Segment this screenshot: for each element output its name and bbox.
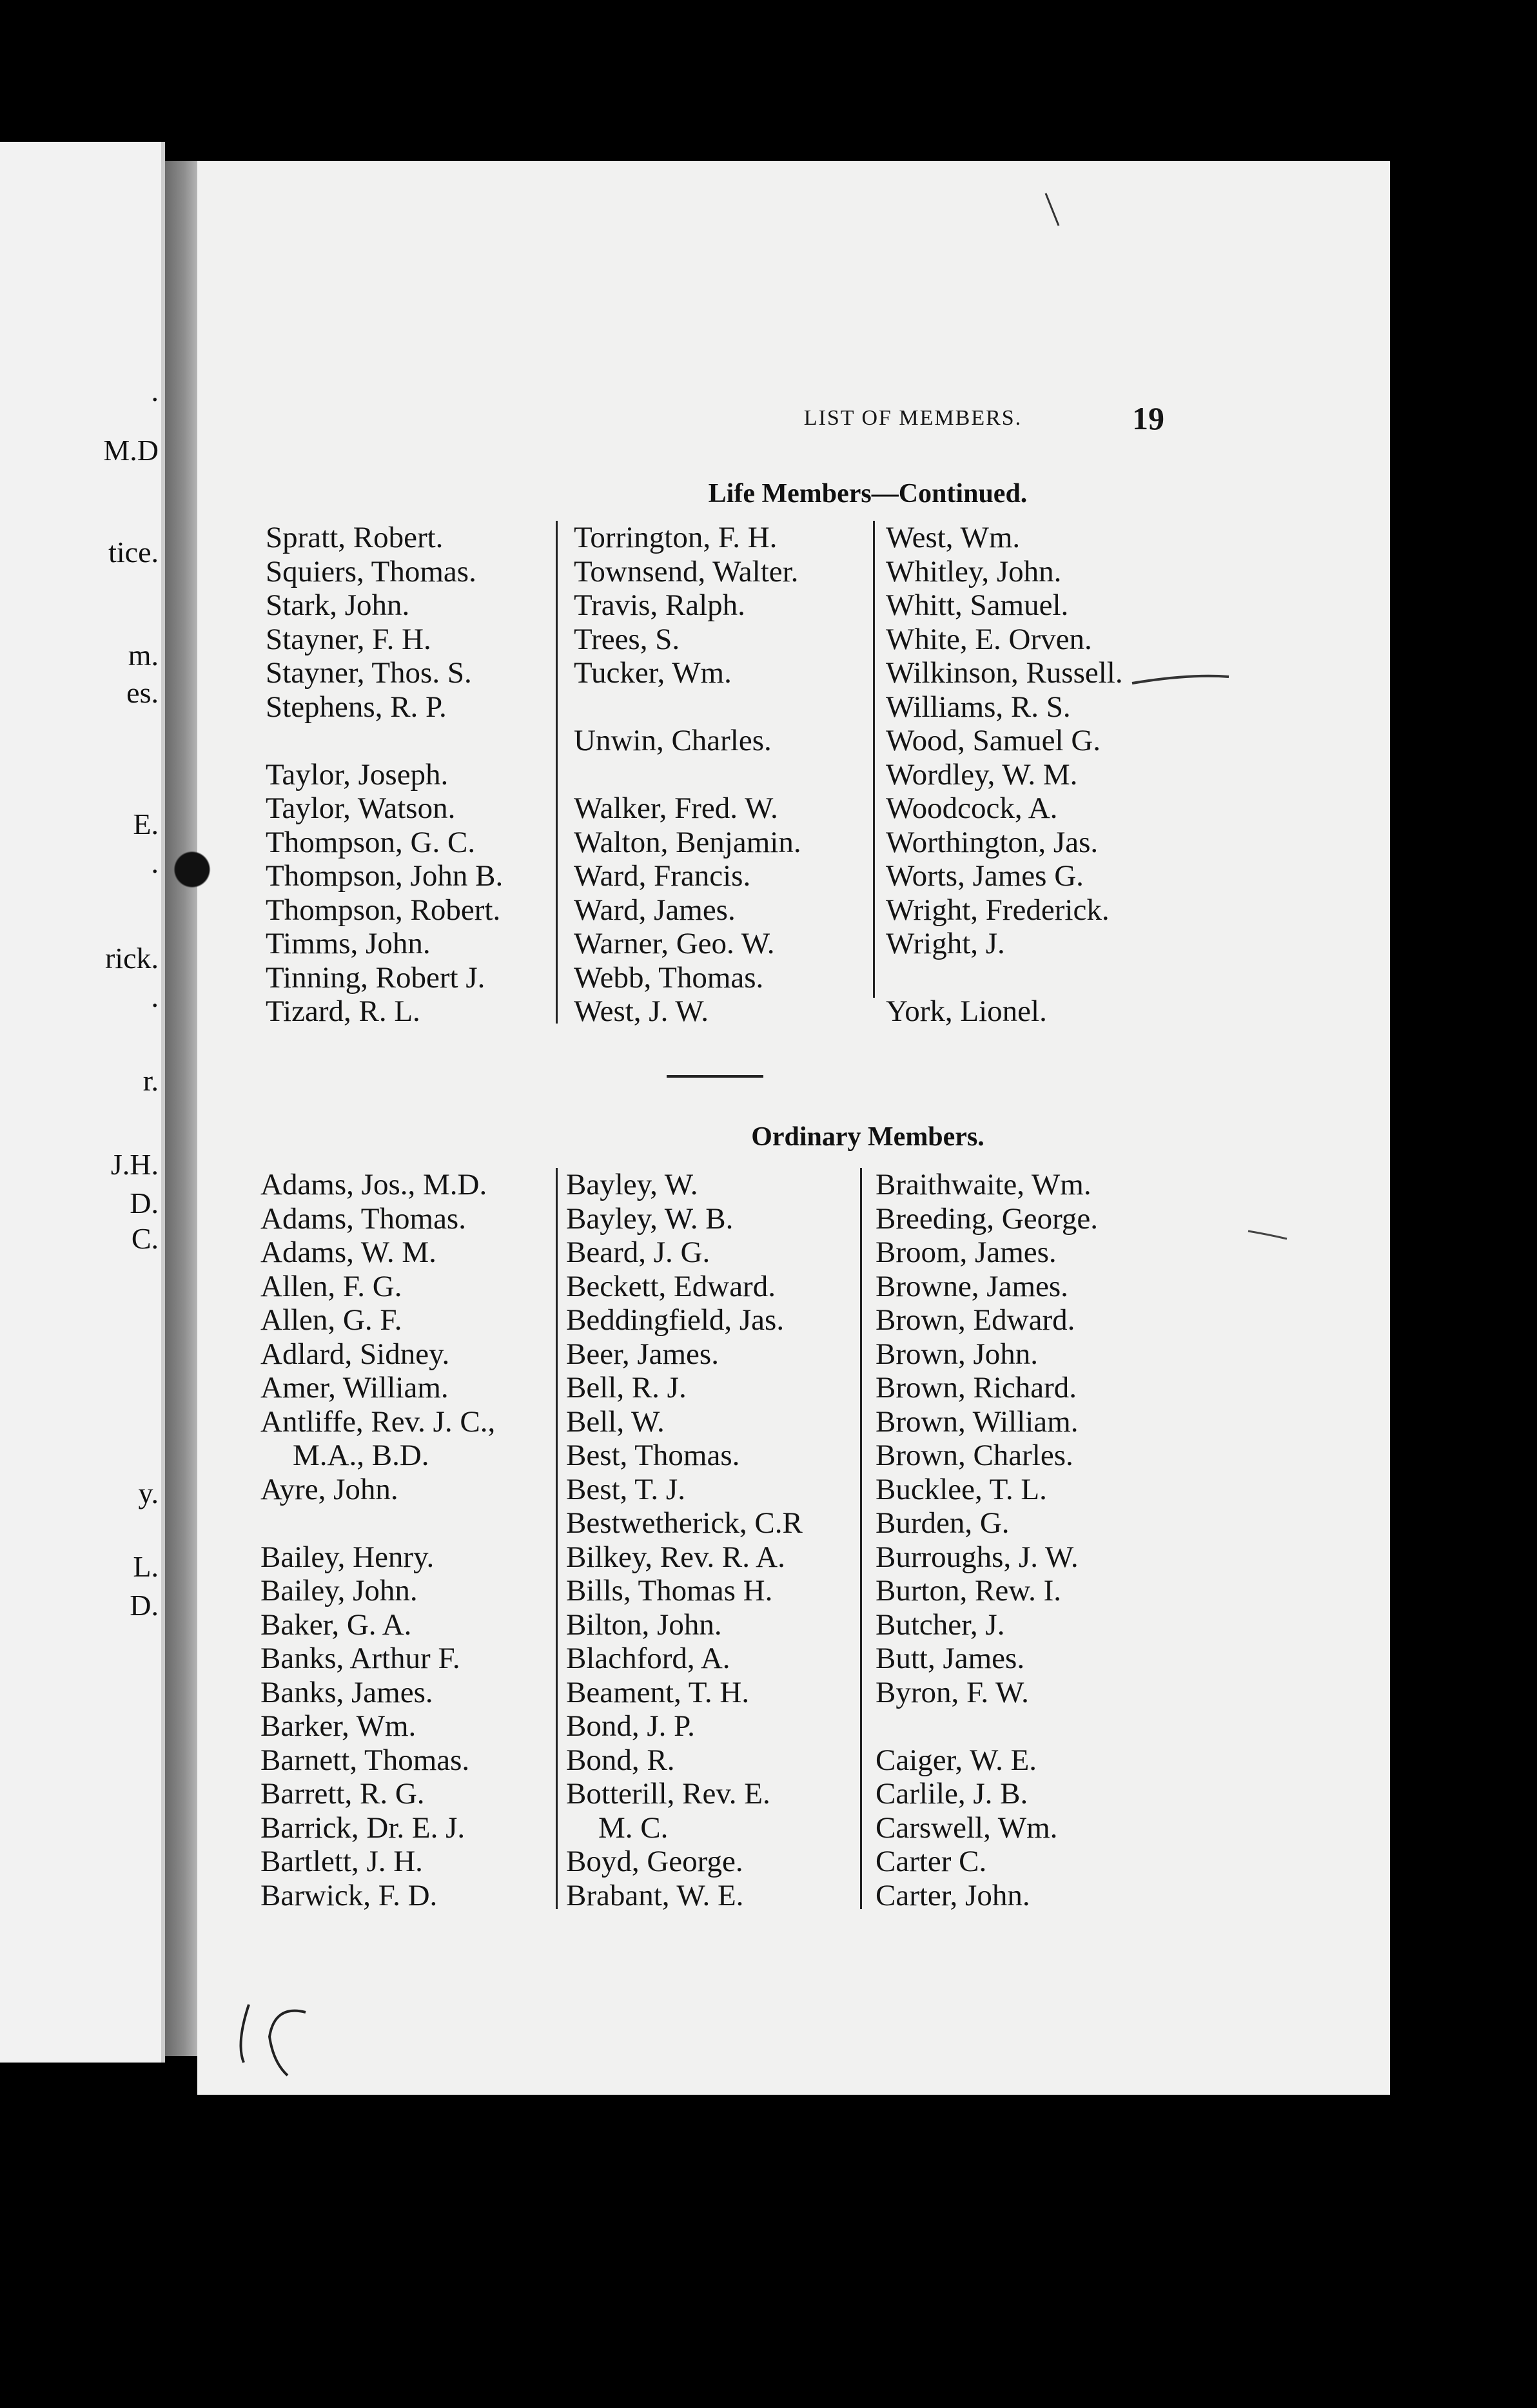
facing-page-fragment: .	[151, 374, 159, 407]
member-name: M. C.	[598, 1811, 669, 1845]
facing-page-fragment: rick.	[104, 942, 159, 975]
ordinary-members-heading: Ordinary Members.	[751, 1122, 984, 1152]
member-name: Bayley, W. B.	[566, 1201, 734, 1236]
document-page	[197, 161, 1390, 2095]
member-name: Bond, R.	[566, 1743, 675, 1777]
member-name: Travis, Ralph.	[574, 588, 745, 622]
member-name: Worts, James G.	[886, 859, 1084, 893]
member-name: Blachford, A.	[566, 1642, 730, 1675]
member-name: Torrington, F. H.	[574, 521, 778, 554]
member-name: Botterill, Rev. E.	[566, 1777, 770, 1811]
member-name: Thompson, Robert.	[266, 893, 501, 927]
member-name: Beddingfield, Jas.	[566, 1303, 785, 1337]
member-name: Burden, G.	[876, 1506, 1010, 1540]
member-name: Stayner, Thos. S.	[266, 656, 472, 690]
member-name: Carter, John.	[876, 1878, 1030, 1912]
member-name: Wright, J.	[886, 927, 1005, 960]
member-name: Caiger, W. E.	[876, 1743, 1037, 1777]
facing-page-fragment: C.	[131, 1222, 159, 1255]
member-name: Wood, Samuel G.	[886, 724, 1101, 757]
member-name: Brown, John.	[876, 1337, 1038, 1371]
member-name: Best, T. J.	[566, 1472, 685, 1506]
member-name: Barker, Wm.	[260, 1709, 416, 1743]
member-name: Unwin, Charles.	[574, 724, 772, 757]
left-facing-page	[0, 142, 165, 2063]
member-name: Bell, W.	[566, 1404, 665, 1439]
member-name: Beckett, Edward.	[566, 1269, 776, 1303]
facing-page-fragment: D.	[130, 1187, 159, 1219]
member-name: Allen, G. F.	[260, 1303, 402, 1337]
member-name: Bailey, John.	[260, 1574, 418, 1607]
facing-page-fragment: L.	[133, 1550, 159, 1583]
facing-page-fragment: E.	[133, 808, 159, 840]
member-name: Adams, Jos., M.D.	[260, 1168, 487, 1201]
member-name: Stephens, R. P.	[266, 690, 447, 724]
member-name: Ayre, John.	[260, 1472, 398, 1506]
member-name: Baker, G. A.	[260, 1607, 412, 1642]
member-name: Bailey, Henry.	[260, 1540, 435, 1574]
member-name: Worthington, Jas.	[886, 825, 1099, 859]
member-name: Webb, Thomas.	[574, 960, 764, 995]
member-name: White, E. Orven.	[886, 622, 1092, 656]
member-name: Antliffe, Rev. J. C.,	[260, 1404, 496, 1439]
member-name: Banks, Arthur F.	[260, 1642, 460, 1675]
member-name: Banks, James.	[260, 1675, 433, 1709]
member-name: Trees, S.	[574, 622, 680, 656]
member-name: Ward, James.	[574, 893, 736, 927]
member-name: Tucker, Wm.	[574, 656, 732, 690]
member-name: West, J. W.	[574, 995, 709, 1028]
member-name: West, Wm.	[886, 521, 1021, 554]
member-name: Byron, F. W.	[876, 1675, 1029, 1709]
member-name: Wordley, W. M.	[886, 757, 1078, 791]
member-name: M.A., B.D.	[293, 1439, 429, 1472]
member-name: Walker, Fred. W.	[574, 791, 778, 825]
member-name: Brabant, W. E.	[566, 1878, 744, 1912]
member-name: Brown, William.	[876, 1404, 1079, 1439]
member-name: Woodcock, A.	[886, 791, 1058, 825]
member-name: Taylor, Joseph.	[266, 757, 449, 791]
member-name: Spratt, Robert.	[266, 521, 444, 554]
member-name: Stark, John.	[266, 588, 410, 622]
facing-page-fragment: y.	[138, 1477, 159, 1510]
member-name: Williams, R. S.	[886, 690, 1071, 724]
member-name: Barnett, Thomas.	[260, 1743, 470, 1777]
facing-page-fragment: es.	[126, 676, 159, 709]
member-name: Allen, F. G.	[260, 1269, 402, 1303]
member-name: Taylor, Watson.	[266, 791, 456, 825]
member-name: York, Lionel.	[886, 995, 1047, 1028]
member-name: Butcher, J.	[876, 1607, 1005, 1642]
member-name: Tinning, Robert J.	[266, 960, 485, 995]
member-name: Butt, James.	[876, 1642, 1025, 1675]
facing-page-fragment: tice.	[108, 536, 159, 568]
member-name: Bestwetherick, C.R	[566, 1506, 803, 1540]
member-name: Bucklee, T. L.	[876, 1472, 1047, 1506]
pencil-marks	[197, 161, 1390, 2095]
member-name: Boyd, George.	[566, 1845, 743, 1878]
member-name: Bills, Thomas H.	[566, 1574, 773, 1607]
life-members-heading: Life Members—Continued.	[708, 479, 1028, 509]
member-name: Thompson, John B.	[266, 859, 504, 893]
member-name: Browne, James.	[876, 1269, 1068, 1303]
member-name: Thompson, G. C.	[266, 825, 476, 859]
member-name: Bond, J. P.	[566, 1709, 695, 1743]
facing-page-fragment: M.D	[103, 434, 159, 467]
member-name: Brown, Richard.	[876, 1371, 1077, 1404]
member-name: Bayley, W.	[566, 1168, 698, 1201]
member-name: Adams, W. M.	[260, 1236, 436, 1269]
member-name: Whitt, Samuel.	[886, 588, 1069, 622]
member-name: Bell, R. J.	[566, 1371, 687, 1404]
member-name: Best, Thomas.	[566, 1439, 740, 1472]
book-gutter	[165, 161, 197, 2056]
member-name: Ward, Francis.	[574, 859, 751, 893]
member-name: Beer, James.	[566, 1337, 719, 1371]
member-name: Carswell, Wm.	[876, 1811, 1058, 1845]
facing-page-fragment: .	[151, 846, 159, 879]
member-name: Braithwaite, Wm.	[876, 1168, 1092, 1201]
running-title: LIST OF MEMBERS.	[803, 406, 1023, 430]
member-name: Amer, William.	[260, 1371, 449, 1404]
member-name: Brown, Edward.	[876, 1303, 1075, 1337]
member-name: Bilton, John.	[566, 1607, 722, 1642]
member-name: Wilkinson, Russell.	[886, 656, 1123, 690]
member-name: Carter C.	[876, 1845, 987, 1878]
member-name: Tizard, R. L.	[266, 995, 420, 1028]
member-name: Burroughs, J. W.	[876, 1540, 1079, 1574]
ink-blot	[173, 846, 211, 893]
member-name: Adams, Thomas.	[260, 1201, 466, 1236]
member-name: Barrett, R. G.	[260, 1777, 425, 1811]
member-name: Barrick, Dr. E. J.	[260, 1811, 465, 1845]
member-name: Timms, John.	[266, 927, 431, 960]
facing-page-fragment: .	[151, 980, 159, 1013]
facing-page-fragment: D.	[130, 1589, 159, 1622]
member-name: Townsend, Walter.	[574, 554, 799, 588]
facing-page-fragment: J.H.	[110, 1148, 159, 1181]
member-name: Stayner, F. H.	[266, 622, 431, 656]
member-name: Beard, J. G.	[566, 1236, 710, 1269]
page-number: 19	[1132, 400, 1164, 436]
member-name: Wright, Frederick.	[886, 893, 1110, 927]
member-name: Carlile, J. B.	[876, 1777, 1028, 1811]
member-name: Breeding, George.	[876, 1201, 1098, 1236]
member-name: Bartlett, J. H.	[260, 1845, 423, 1878]
member-name: Burton, Rew. I.	[876, 1574, 1062, 1607]
member-name: Adlard, Sidney.	[260, 1337, 450, 1371]
member-name: Beament, T. H.	[566, 1675, 750, 1709]
member-name: Bilkey, Rev. R. A.	[566, 1540, 785, 1574]
member-name: Whitley, John.	[886, 554, 1062, 588]
member-name: Broom, James.	[876, 1236, 1057, 1269]
member-name: Squiers, Thomas.	[266, 554, 476, 588]
member-name: Walton, Benjamin.	[574, 825, 801, 859]
member-name: Barwick, F. D.	[260, 1878, 438, 1912]
facing-page-fragment: m.	[128, 639, 159, 672]
facing-page-fragment: r.	[142, 1064, 159, 1097]
member-name: Brown, Charles.	[876, 1439, 1073, 1472]
member-name: Warner, Geo. W.	[574, 927, 775, 960]
